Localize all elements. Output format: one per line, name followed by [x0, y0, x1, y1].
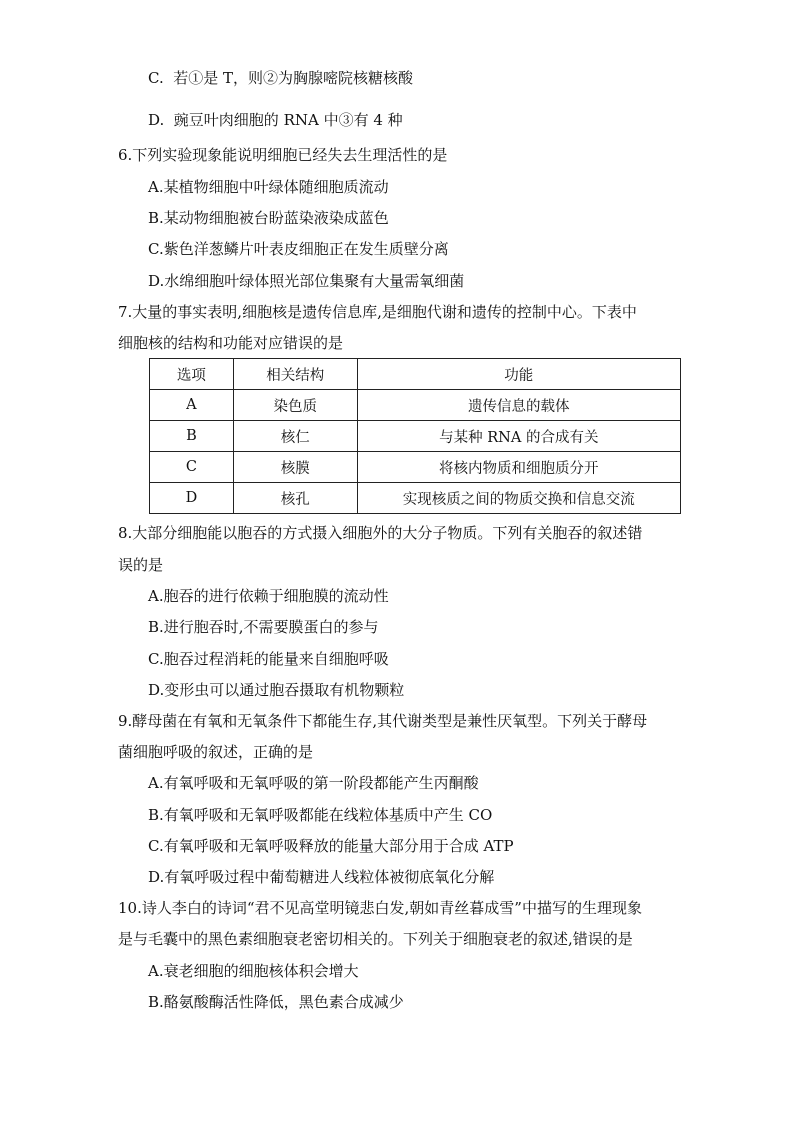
table-row — [150, 452, 681, 483]
table-cell: 将核内物质和细胞质分开 — [357, 452, 680, 483]
q9-option-b: B.有氧呼吸和无氧呼吸都能在线粒体基质中产生 CO — [148, 806, 493, 824]
q8-option-a: A.胞吞的进行依赖于细胞膜的流动性 — [148, 587, 389, 605]
table-cell: C — [150, 452, 234, 483]
q9-option-c: C.有氧呼吸和无氧呼吸释放的能量大部分用于合成 ATP — [148, 837, 514, 855]
q9-option-d: D.有氧呼吸过程中葡萄糖进人线粒体被彻底氧化分解 — [148, 868, 495, 886]
table-header-cell: 功能 — [357, 359, 680, 390]
table-header-cell: 选项 — [150, 359, 234, 390]
table-row — [150, 483, 681, 514]
table-cell: 核膜 — [233, 452, 357, 483]
q10-stem-line2: 是与毛囊中的黑色素细胞衰老密切相关的。下列关于细胞衰老的叙述,错误的是 — [118, 930, 633, 948]
table-cell: 实现核质之间的物质交换和信息交流 — [357, 483, 680, 514]
table-cell: 核仁 — [233, 421, 357, 452]
q8-stem-line1: 8.大部分细胞能以胞吞的方式摄入细胞外的大分子物质。下列有关胞吞的叙述错 — [118, 524, 643, 542]
table-cell: 核孔 — [233, 483, 357, 514]
table-cell: B — [150, 421, 234, 452]
table-row — [150, 390, 681, 421]
q7-stem-line2: 细胞核的结构和功能对应错误的是 — [118, 334, 344, 352]
table-header-cell: 相关结构 — [233, 359, 357, 390]
table-cell: 遗传信息的载体 — [357, 390, 680, 421]
table-cell: A — [150, 390, 234, 421]
q9-stem-line1: 9.酵母菌在有氧和无氧条件下都能生存,其代谢类型是兼性厌氧型。下列关于酵母 — [118, 712, 648, 730]
q6-stem: 6.下列实验现象能说明细胞已经失去生理活性的是 — [118, 146, 448, 164]
table-header-row — [150, 359, 681, 390]
q8-stem-line2: 误的是 — [118, 556, 164, 574]
q6-option-a: A.某植物细胞中叶绿体随细胞质流动 — [148, 178, 389, 196]
q8-option-c: C.胞吞过程消耗的能量来自细胞呼吸 — [148, 650, 389, 668]
table-row — [150, 421, 681, 452]
q10-option-b: B.酪氨酸酶活性降低，黑色素合成减少 — [148, 993, 404, 1011]
q6-option-d: D.水绵细胞叶绿体照光部位集聚有大量需氧细菌 — [148, 272, 465, 290]
q8-option-d: D.变形虫可以通过胞吞摄取有机物颗粒 — [148, 681, 405, 699]
q6-option-c: C.紫色洋葱鳞片叶表皮细胞正在发生质壁分离 — [148, 240, 449, 258]
table-cell: 染色质 — [233, 390, 357, 421]
table-cell: D — [150, 483, 234, 514]
q6-option-b: B.某动物细胞被台盼蓝染液染成蓝色 — [148, 209, 389, 227]
q9-option-a: A.有氧呼吸和无氧呼吸的第一阶段都能产生丙酮酸 — [148, 774, 479, 792]
q8-option-b: B.进行胞吞时,不需要膜蛋白的参与 — [148, 618, 379, 636]
q10-stem-line1: 10.诗人李白的诗词“君不见高堂明镜悲白发,朝如青丝暮成雪”中描写的生理现象 — [118, 899, 642, 917]
q5-option-c: C. 若①是 T，则②为胸腺嘧院核糖核酸 — [148, 69, 414, 87]
q7-stem-line1: 7.大量的事实表明,细胞核是遗传信息库,是细胞代谢和遗传的控制中心。下表中 — [118, 303, 637, 321]
q9-stem-line2: 菌细胞呼吸的叙述，正确的是 — [118, 743, 314, 761]
nucleus-structure-table — [149, 358, 681, 514]
table-cell: 与某种 RNA 的合成有关 — [357, 421, 680, 452]
q10-option-a: A.衰老细胞的细胞核体积会增大 — [148, 962, 359, 980]
q5-option-d: D. 豌豆叶肉细胞的 RNA 中③有 4 种 — [148, 111, 403, 129]
